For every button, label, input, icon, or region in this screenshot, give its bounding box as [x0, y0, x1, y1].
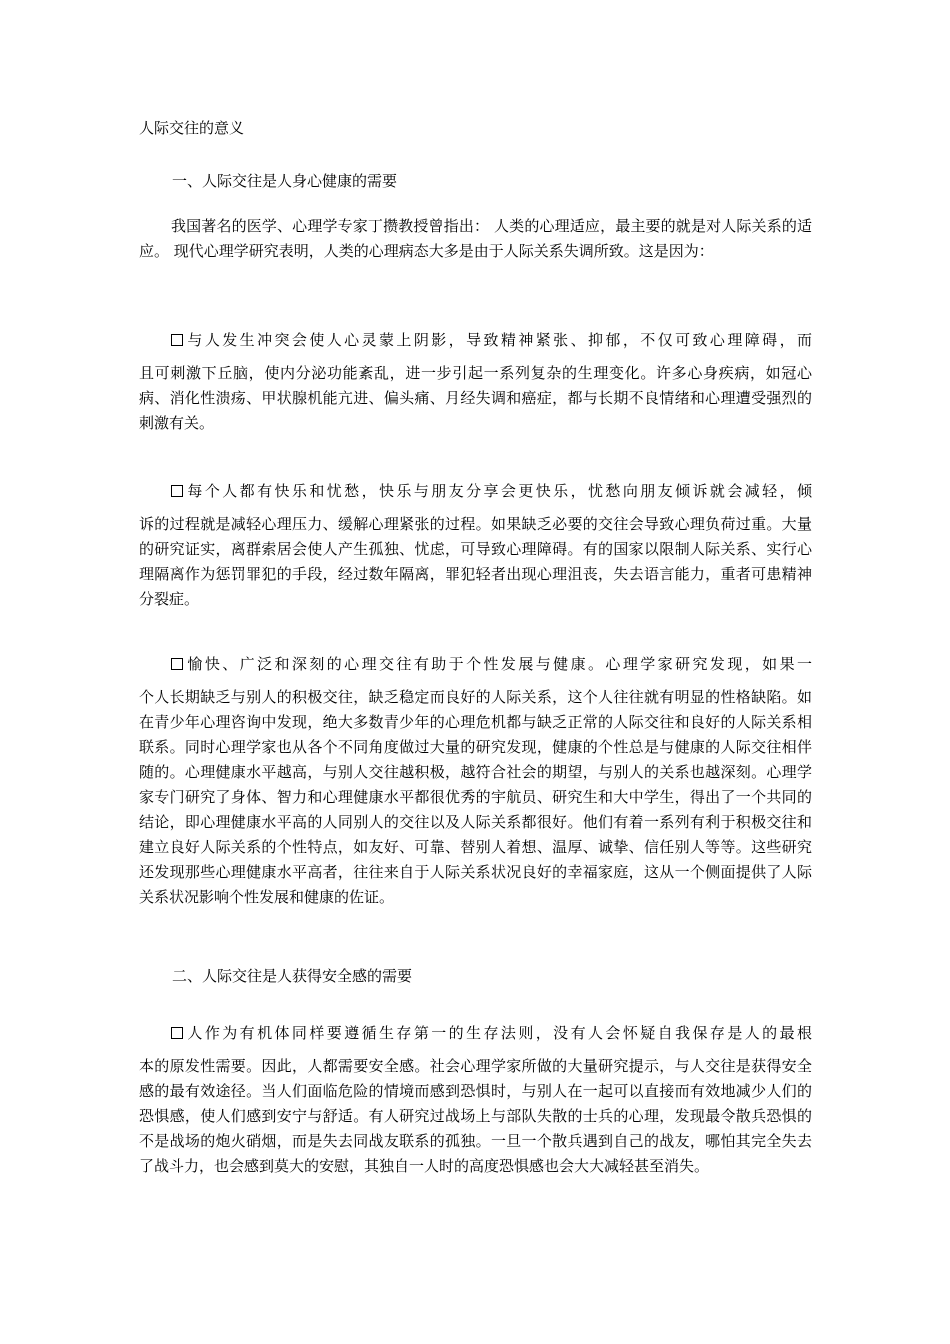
hollow-square-icon [171, 334, 183, 346]
list-item-first-line: 每个人都有快乐和忧愁，快乐与朋友分享会更快乐，忧愁向朋友倾诉就会减轻，倾 [139, 479, 812, 504]
hollow-square-icon [171, 485, 183, 497]
list-item [139, 652, 812, 910]
section-heading-2: 二、人际交往是人获得安全感的需要 [172, 967, 413, 985]
list-item-body: 且可刺激下丘脑，使内分泌功能紊乱，进一步引起一系列复杂的生理变化。许多心身疾病，如冠心病、消化性溃疡、甲状腺机能亢进、偏头痛、月经失调和癌症，都与长期不良情绪和心理遭受强烈的刺激有关。 [139, 364, 812, 432]
list-item-body: 本的原发性需要。因此，人都需要安全感。社会心理学家所做的大量研究提示，与人交往是获得安全感的最有效途径。当人们面临危险的情境而感到恐惧时，与别人在一起可以直接而有效地减少人们的恐惧感，使人们感到安宁与舒适。有人研究过战场上与部队失散的士兵的心理，发现最令散兵恐惧的不是战场的炮火硝烟，而是失去同战友联系的孤独。一旦一个散兵遇到自己的战友，哪怕其完全失去了战斗力，也会感到莫大的安慰，其独自一人时的高度恐惧感也会大大减轻甚至消失。 [139, 1057, 812, 1175]
list-item-first-line: 与人发生冲突会使人心灵蒙上阴影，导致精神紧张、抑郁，不仅可致心理障碍，而 [139, 328, 812, 353]
document-title: 人际交往的意义 [139, 119, 245, 137]
intro-paragraph: 我国著名的医学、心理学专家丁攒教授曾指出： 人类的心理适应，最主要的就是对人际关系的适应。 现代心理学研究表明，人类的心理病态大多是由于人际关系失调所致。这是因为： [139, 217, 812, 260]
section-heading-1: 一、人际交往是人身心健康的需要 [172, 172, 398, 190]
list-item [139, 328, 812, 436]
list-item-first-line: 愉快、广泛和深刻的心理交往有助于个性发展与健康。心理学家研究发现，如果一 [139, 652, 812, 677]
list-item [139, 1021, 812, 1179]
list-item-body: 诉的过程就是减轻心理压力、缓解心理紧张的过程。如果缺乏必要的交往会导致心理负荷过重。大量的研究证实，离群索居会使人产生孤独、忧虑，可导致心理障碍。有的国家以限制人际关系、实行心理隔离作为惩罚罪犯的手段，经过数年隔离，罪犯轻者出现心理沮丧，失去语言能力，重者可患精神分裂症。 [139, 515, 812, 608]
hollow-square-icon [171, 658, 183, 670]
list-item [139, 479, 812, 612]
hollow-square-icon [171, 1027, 183, 1039]
list-item-first-line: 人作为有机体同样要遵循生存第一的生存法则，没有人会怀疑自我保存是人的最根 [139, 1021, 812, 1046]
list-item-body: 个人长期缺乏与别人的积极交往，缺乏稳定而良好的人际关系，这个人往往就有明显的性格缺陷。如在青少年心理咨询中发现，绝大多数青少年的心理危机都与缺乏正常的人际交往和良好的人际关系相联系。同时心理学家也从各个不同角度做过大量的研究发现，健康的个性总是与健康的人际交往相伴随的。心理健康水平越高，与别人交往越积极，越符合社会的期望，与别人的关系也越深刻。心理学家专门研究了身体、智力和心理健康水平都很优秀的宇航员、研究生和大中学生，得出了一个共同的结论，即心理健康水平高的人同别人的交往以及人际关系都很好。他们有着一系列有利于积极交往和建立良好人际关系的个性特点，如友好、可靠、替别人着想、温厚、诚挚、信任别人等等。这些研究还发现那些心理健康水平高者，往往来自于人际关系状况良好的幸福家庭，这从一个侧面提供了人际关系状况影响个性发展和健康的佐证。 [139, 688, 812, 906]
